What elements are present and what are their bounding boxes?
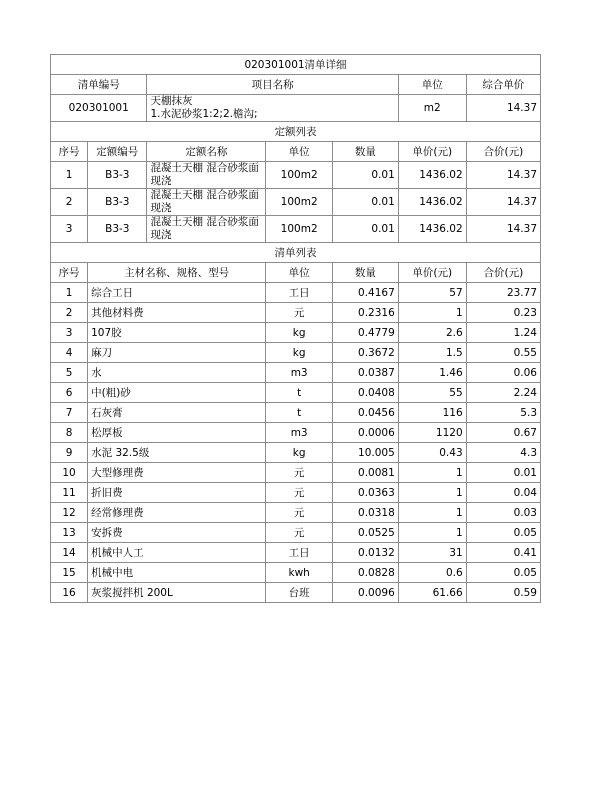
material-total: 0.55 (466, 343, 540, 363)
material-no: 16 (51, 583, 88, 603)
quota-total: 14.37 (466, 162, 540, 189)
material-qty: 0.0081 (333, 463, 399, 483)
quota-code: B3-3 (88, 189, 147, 216)
material-name: 折旧费 (88, 483, 266, 503)
material-unit: kg (266, 323, 333, 343)
material-qty: 0.0387 (333, 363, 399, 383)
material-header-row (51, 263, 541, 283)
material-unit: 元 (266, 483, 333, 503)
material-total: 0.06 (466, 363, 540, 383)
quota-code-header: 定额编号 (88, 142, 147, 162)
material-total: 4.3 (466, 443, 540, 463)
material-unit: t (266, 383, 333, 403)
material-no: 11 (51, 483, 88, 503)
material-qty: 0.0525 (333, 523, 399, 543)
material-total: 2.24 (466, 383, 540, 403)
material-row (51, 283, 541, 303)
material-total: 0.04 (466, 483, 540, 503)
quota-no-header: 序号 (51, 142, 88, 162)
quota-row (51, 189, 541, 216)
quota-total-header: 合价(元) (466, 142, 540, 162)
material-total: 0.05 (466, 523, 540, 543)
quota-total: 14.37 (466, 216, 540, 243)
material-total: 0.67 (466, 423, 540, 443)
material-name: 机械中人工 (88, 543, 266, 563)
material-qty: 0.0408 (333, 383, 399, 403)
material-qty: 0.0456 (333, 403, 399, 423)
material-unit-price: 1 (398, 483, 466, 503)
material-unit-price: 1.46 (398, 363, 466, 383)
material-row (51, 483, 541, 503)
material-no: 15 (51, 563, 88, 583)
material-row (51, 443, 541, 463)
material-name: 其他材料费 (88, 303, 266, 323)
material-no: 7 (51, 403, 88, 423)
material-unit-price: 1 (398, 523, 466, 543)
material-unit-price: 0.6 (398, 563, 466, 583)
quota-name: 混凝土天棚 混合砂浆面 现浇 (147, 162, 266, 189)
material-row (51, 503, 541, 523)
list-section-title: 清单列表 (51, 243, 541, 263)
item-row (51, 95, 541, 122)
material-name: 机械中电 (88, 563, 266, 583)
quota-unit: 100m2 (266, 216, 333, 243)
material-no: 3 (51, 323, 88, 343)
material-row (51, 383, 541, 403)
quota-no: 2 (51, 189, 88, 216)
material-unit: m3 (266, 363, 333, 383)
material-unit-price: 1 (398, 503, 466, 523)
quota-code: B3-3 (88, 162, 147, 189)
material-total: 0.59 (466, 583, 540, 603)
quota-section-title: 定额列表 (51, 122, 541, 142)
material-row (51, 343, 541, 363)
material-unit-header: 单位 (266, 263, 333, 283)
material-unit-price: 55 (398, 383, 466, 403)
material-total: 0.41 (466, 543, 540, 563)
material-qty-header: 数量 (333, 263, 399, 283)
material-total: 0.03 (466, 503, 540, 523)
material-total: 0.01 (466, 463, 540, 483)
material-name: 大型修理费 (88, 463, 266, 483)
item-name-header: 项目名称 (147, 75, 398, 95)
material-unit-price: 0.43 (398, 443, 466, 463)
material-qty: 0.0828 (333, 563, 399, 583)
material-qty: 0.0363 (333, 483, 399, 503)
quota-no: 1 (51, 162, 88, 189)
material-qty: 0.0096 (333, 583, 399, 603)
material-row (51, 323, 541, 343)
material-qty: 0.0006 (333, 423, 399, 443)
material-qty: 0.2316 (333, 303, 399, 323)
quota-no: 3 (51, 216, 88, 243)
material-unit-price: 1 (398, 463, 466, 483)
material-qty: 0.0132 (333, 543, 399, 563)
material-unit: 元 (266, 463, 333, 483)
material-row (51, 563, 541, 583)
material-row (51, 583, 541, 603)
material-no: 8 (51, 423, 88, 443)
quota-unit: 100m2 (266, 189, 333, 216)
bill-detail-table (50, 54, 541, 603)
quota-total: 14.37 (466, 189, 540, 216)
quota-row (51, 216, 541, 243)
material-total: 23.77 (466, 283, 540, 303)
material-qty: 0.4779 (333, 323, 399, 343)
material-qty: 0.0318 (333, 503, 399, 523)
material-no: 14 (51, 543, 88, 563)
material-no: 12 (51, 503, 88, 523)
material-name: 石灰膏 (88, 403, 266, 423)
quota-unit-price-header: 单价(元) (398, 142, 466, 162)
material-row (51, 403, 541, 423)
material-unit-price: 1.5 (398, 343, 466, 363)
material-name: 107胶 (88, 323, 266, 343)
material-row (51, 303, 541, 323)
material-name: 经常修理费 (88, 503, 266, 523)
quota-unit-price: 1436.02 (398, 162, 466, 189)
quota-section-row (51, 122, 541, 142)
material-name: 中(粗)砂 (88, 383, 266, 403)
item-name (147, 95, 398, 122)
item-name-line1: 天棚抹灰 (150, 95, 193, 107)
material-unit: t (266, 403, 333, 423)
quota-header-row (51, 142, 541, 162)
material-total-header: 合价(元) (466, 263, 540, 283)
material-name: 松厚板 (88, 423, 266, 443)
table-title: 020301001清单详细 (51, 55, 541, 75)
quota-name: 混凝土天棚 混合砂浆面 现浇 (147, 189, 266, 216)
quota-qty: 0.01 (333, 189, 399, 216)
material-row (51, 423, 541, 443)
material-unit: 元 (266, 523, 333, 543)
material-unit-price: 31 (398, 543, 466, 563)
item-unit-header: 单位 (398, 75, 466, 95)
quota-unit-price: 1436.02 (398, 216, 466, 243)
item-code-header: 清单编号 (51, 75, 147, 95)
material-total: 0.23 (466, 303, 540, 323)
material-unit-price: 1 (398, 303, 466, 323)
material-unit-price: 2.6 (398, 323, 466, 343)
item-code: 020301001 (51, 95, 147, 122)
material-name: 综合工日 (88, 283, 266, 303)
title-row (51, 55, 541, 75)
quota-qty: 0.01 (333, 216, 399, 243)
quota-name-header: 定额名称 (147, 142, 266, 162)
material-name: 灰浆搅拌机 200L (88, 583, 266, 603)
material-name: 安拆费 (88, 523, 266, 543)
material-row (51, 463, 541, 483)
material-unit-price-header: 单价(元) (398, 263, 466, 283)
material-unit: 工日 (266, 543, 333, 563)
material-unit: kg (266, 443, 333, 463)
material-name: 水泥 32.5级 (88, 443, 266, 463)
material-no: 4 (51, 343, 88, 363)
material-name: 水 (88, 363, 266, 383)
item-header-row (51, 75, 541, 95)
item-price-header: 综合单价 (466, 75, 540, 95)
quota-name: 混凝土天棚 混合砂浆面 现浇 (147, 216, 266, 243)
material-name: 麻刀 (88, 343, 266, 363)
material-no: 9 (51, 443, 88, 463)
material-unit-price: 116 (398, 403, 466, 423)
material-unit-price: 1120 (398, 423, 466, 443)
item-price: 14.37 (466, 95, 540, 122)
quota-unit-header: 单位 (266, 142, 333, 162)
material-unit: m3 (266, 423, 333, 443)
material-qty: 0.3672 (333, 343, 399, 363)
material-no: 13 (51, 523, 88, 543)
list-section-row (51, 243, 541, 263)
material-unit: 元 (266, 303, 333, 323)
material-no: 10 (51, 463, 88, 483)
material-total: 5.3 (466, 403, 540, 423)
material-no: 2 (51, 303, 88, 323)
material-unit: 元 (266, 503, 333, 523)
material-total: 0.05 (466, 563, 540, 583)
material-no-header: 序号 (51, 263, 88, 283)
material-unit: kwh (266, 563, 333, 583)
item-unit: m2 (398, 95, 466, 122)
quota-unit: 100m2 (266, 162, 333, 189)
quota-qty: 0.01 (333, 162, 399, 189)
material-row (51, 523, 541, 543)
quota-row (51, 162, 541, 189)
material-unit: kg (266, 343, 333, 363)
material-unit: 台班 (266, 583, 333, 603)
material-no: 5 (51, 363, 88, 383)
material-unit-price: 61.66 (398, 583, 466, 603)
material-unit-price: 57 (398, 283, 466, 303)
material-qty: 10.005 (333, 443, 399, 463)
material-qty: 0.4167 (333, 283, 399, 303)
material-row (51, 543, 541, 563)
item-name-line2: 1.水泥砂浆1:2;2.檐沟; (150, 108, 258, 120)
material-name-header: 主材名称、规格、型号 (88, 263, 266, 283)
material-unit: 工日 (266, 283, 333, 303)
material-no: 1 (51, 283, 88, 303)
quota-unit-price: 1436.02 (398, 189, 466, 216)
material-no: 6 (51, 383, 88, 403)
quota-code: B3-3 (88, 216, 147, 243)
material-total: 1.24 (466, 323, 540, 343)
material-row (51, 363, 541, 383)
quota-qty-header: 数量 (333, 142, 399, 162)
